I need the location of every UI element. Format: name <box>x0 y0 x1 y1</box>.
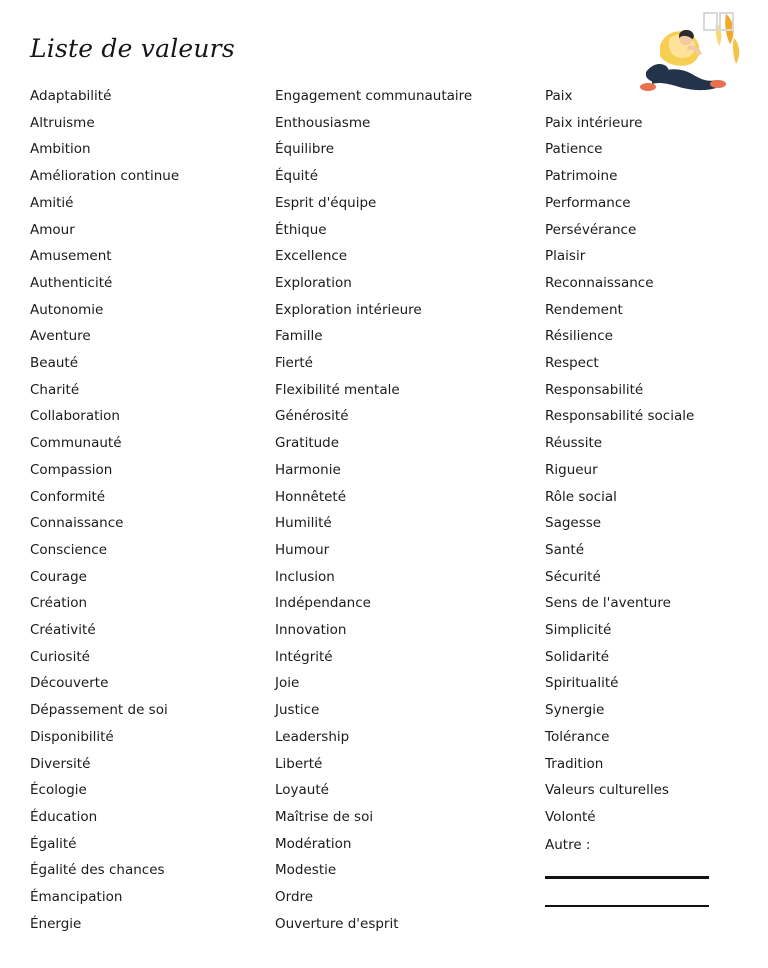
list-item: Résilience <box>545 328 613 345</box>
list-item: Ouverture d'esprit <box>275 915 399 932</box>
list-item: Réussite <box>545 435 603 452</box>
list-item: Émancipation <box>30 889 123 906</box>
list-item: Inclusion <box>275 568 335 585</box>
list-item: Éthique <box>275 221 327 238</box>
list-item: Adaptabilité <box>30 88 112 104</box>
list-item: Équilibre <box>275 141 335 158</box>
list-item: Volonté <box>545 808 596 825</box>
list-item: Écologie <box>30 782 87 799</box>
list-item: Ordre <box>275 889 314 906</box>
list-item: Responsabilité sociale <box>545 408 695 425</box>
list-item: Connaissance <box>30 515 124 532</box>
list-item: Exploration <box>275 274 352 291</box>
list-item: Découverte <box>30 675 109 692</box>
write-in-line-1[interactable] <box>545 876 709 879</box>
list-item: Paix intérieure <box>545 114 643 131</box>
other-label: Autre : <box>545 836 591 853</box>
list-item: Ambition <box>30 141 91 158</box>
list-item: Collaboration <box>30 408 120 425</box>
list-item: Respect <box>545 355 599 372</box>
list-item: Égalité <box>30 835 77 852</box>
list-item: Conscience <box>30 541 108 558</box>
list-item: Équité <box>275 168 319 185</box>
list-item: Amélioration continue <box>30 168 180 185</box>
list-item: Éducation <box>30 808 98 825</box>
list-item: Synergie <box>545 702 605 719</box>
list-item: Leadership <box>275 728 350 745</box>
list-item: Reconnaissance <box>545 274 654 291</box>
list-item: Spiritualité <box>545 675 619 692</box>
list-item: Sens de l'aventure <box>545 595 671 612</box>
column-2 <box>275 83 545 938</box>
person-reading-illustration <box>630 8 742 94</box>
list-item: Rôle social <box>545 488 617 505</box>
list-item: Altruisme <box>30 114 95 131</box>
list-item: Tradition <box>545 755 604 772</box>
list-item: Égalité des chances <box>30 862 165 879</box>
list-item: Courage <box>30 568 87 585</box>
list-item: Enthousiasme <box>275 114 371 131</box>
list-item: Santé <box>545 541 584 558</box>
list-item: Loyauté <box>275 782 329 799</box>
list-item: Aventure <box>30 328 91 345</box>
list-item: Engagement communautaire <box>275 88 473 104</box>
list-item: Justice <box>275 702 320 719</box>
list-item: Générosité <box>275 408 349 425</box>
list-item: Beauté <box>30 355 78 372</box>
list-item: Humilité <box>275 515 332 532</box>
list-item: Rendement <box>545 301 623 318</box>
column-1 <box>30 83 275 938</box>
list-item: Charité <box>30 381 80 398</box>
list-item: Exploration intérieure <box>275 301 422 318</box>
values-columns <box>30 83 738 938</box>
list-item: Persévérance <box>545 221 637 238</box>
list-item: Indépendance <box>275 595 371 612</box>
list-item: Amour <box>30 221 75 238</box>
list-item: Simplicité <box>545 622 612 639</box>
list-item: Responsabilité <box>545 381 644 398</box>
list-item: Sagesse <box>545 515 602 532</box>
list-item: Valeurs culturelles <box>545 782 669 799</box>
list-item: Liberté <box>275 755 323 772</box>
list-item: Harmonie <box>275 461 341 478</box>
list-item: Flexibilité mentale <box>275 381 400 398</box>
list-item: Rigueur <box>545 461 598 478</box>
list-item: Plaisir <box>545 248 586 265</box>
list-item: Gratitude <box>275 435 340 452</box>
list-item: Compassion <box>30 461 113 478</box>
write-in-line-2[interactable] <box>545 905 709 907</box>
list-item: Fierté <box>275 355 313 372</box>
list-item: Esprit d'équipe <box>275 194 377 211</box>
list-item: Communauté <box>30 435 122 452</box>
list-item: Maîtrise de soi <box>275 808 374 825</box>
list-item: Diversité <box>30 755 91 772</box>
list-item: Curiosité <box>30 648 90 665</box>
list-item: Sécurité <box>545 568 601 585</box>
list-item: Paix <box>545 88 573 104</box>
list-item: Dépassement de soi <box>30 702 168 719</box>
list-item: Honnêteté <box>275 488 347 505</box>
list-item: Disponibilité <box>30 728 114 745</box>
list-item: Patience <box>545 141 603 158</box>
list-item: Autonomie <box>30 301 104 318</box>
column-3 <box>545 83 730 938</box>
list-item: Amusement <box>30 248 112 265</box>
list-item: Énergie <box>30 915 82 932</box>
list-item: Créativité <box>30 622 96 639</box>
list-item: Innovation <box>275 622 347 639</box>
list-item: Authenticité <box>30 274 113 291</box>
list-item: Intégrité <box>275 648 333 665</box>
list-item: Conformité <box>30 488 106 505</box>
list-item: Modestie <box>275 862 337 879</box>
list-item: Humour <box>275 541 330 558</box>
list-item: Création <box>30 595 88 612</box>
list-item: Modération <box>275 835 352 852</box>
page-title: Liste de valeurs <box>30 34 235 63</box>
list-item: Amitié <box>30 194 74 211</box>
list-item: Joie <box>275 675 300 692</box>
list-item: Tolérance <box>545 728 610 745</box>
list-item: Excellence <box>275 248 348 265</box>
list-item: Performance <box>545 194 631 211</box>
list-item: Famille <box>275 328 323 345</box>
list-item: Solidarité <box>545 648 610 665</box>
list-item: Patrimoine <box>545 168 618 185</box>
